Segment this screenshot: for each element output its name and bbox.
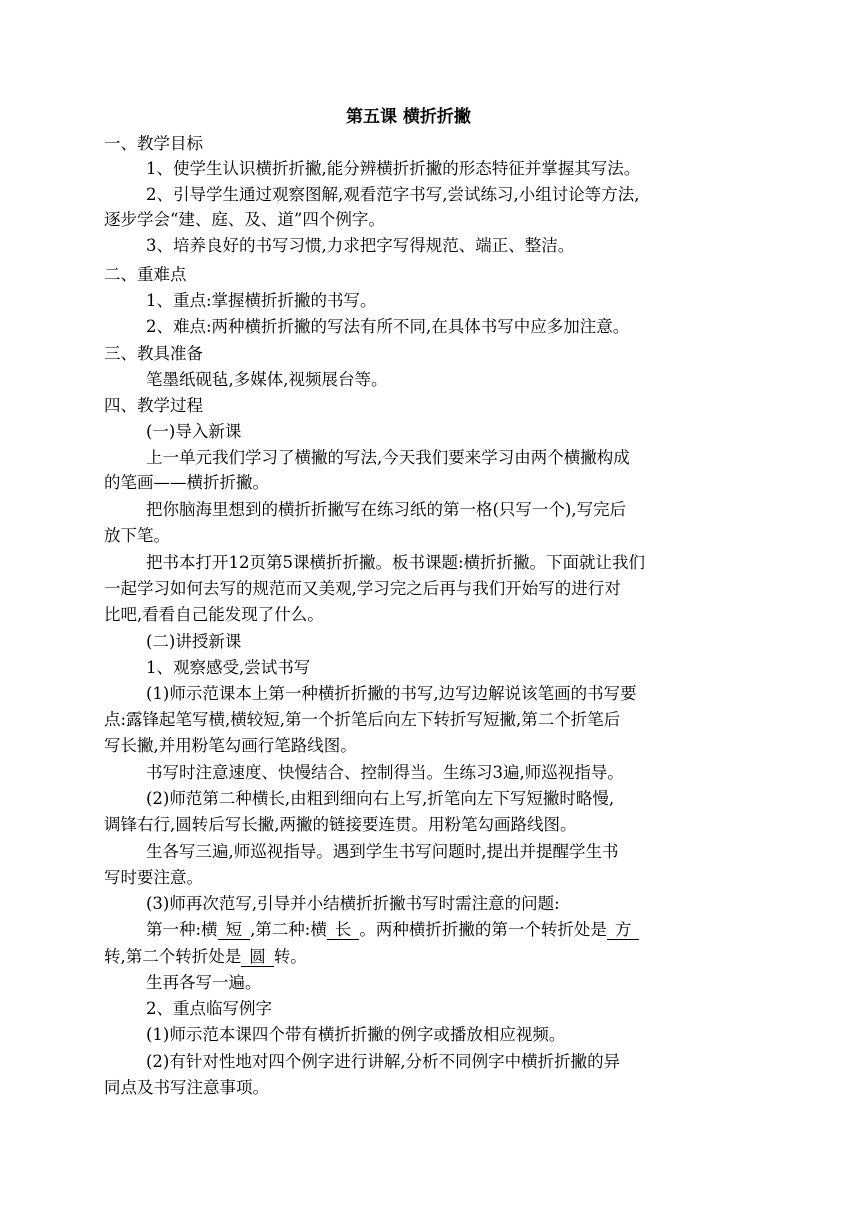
fill-in-line-2 bbox=[104, 946, 307, 968]
lesson-title: 第五课 横折折撇 bbox=[346, 107, 471, 127]
fill-text-3: 。两种横折折撇的第一个转折处是 bbox=[359, 920, 607, 939]
blank-answer-short: 短 bbox=[218, 921, 251, 940]
fill-text-5: 转。 bbox=[273, 947, 307, 966]
section-heading-key-points: 二、重难点 bbox=[104, 265, 187, 284]
intro-para-3-line-3: 比吧,看看自己能发现了什么。 bbox=[104, 605, 324, 624]
subheading-intro: (一)导入新课 bbox=[146, 422, 242, 441]
teach-para-10-line-1: (2)有针对性地对四个例字进行讲解,分析不同例字中横折折撇的异 bbox=[146, 1052, 621, 1071]
teach-para-2-line-3: 写长撇,并用粉笔勾画行笔路线图。 bbox=[104, 736, 357, 755]
intro-para-1-line-1: 上一单元我们学习了横撇的写法,今天我们要来学习由两个横撇构成 bbox=[146, 448, 630, 467]
teach-para-6: (3)师再次范写,引导并小结横折折撇书写时需注意的问题: bbox=[146, 894, 560, 913]
objective-2-line-1: 2、引导学生通过观察图解,观看范字书写,尝试练习,小组讨论等方法, bbox=[146, 185, 640, 204]
teach-para-5-line-1: 生各写三遍,师巡视指导。遇到学生书写问题时,提出并提醒学生书 bbox=[146, 842, 619, 861]
key-point-1: 1、重点:掌握横折折撇的书写。 bbox=[146, 291, 377, 310]
intro-para-2-line-2: 放下笔。 bbox=[104, 526, 170, 545]
intro-para-1-line-2: 的笔画——横折折撇。 bbox=[104, 473, 269, 492]
teach-para-2-line-2: 点:露锋起笔写横,横较短,第一个折笔后向左下转折写短撇,第二个折笔后 bbox=[104, 710, 621, 729]
fill-text-1: 第一种:横 bbox=[146, 920, 218, 939]
fill-text-2: ,第二种:横 bbox=[250, 920, 327, 939]
teach-para-9: (1)师示范本课四个带有横折折撇的例字或播放相应视频。 bbox=[146, 1025, 566, 1044]
section-heading-objectives: 一、教学目标 bbox=[104, 134, 203, 153]
section-heading-process: 四、教学过程 bbox=[104, 396, 203, 415]
blank-answer-round: 圆 bbox=[241, 948, 274, 967]
teach-para-5-line-2: 写时要注意。 bbox=[104, 868, 203, 887]
teach-para-7: 生再各写一遍。 bbox=[146, 973, 262, 992]
teach-para-2-line-1: (1)师示范课本上第一种横折折撇的书写,边写边解说该笔画的书写要 bbox=[146, 684, 637, 703]
materials-text: 笔墨纸砚毡,多媒体,视频展台等。 bbox=[146, 370, 388, 389]
objective-2-line-2: 逐步学会“建、庭、及、道”四个例字。 bbox=[104, 210, 385, 229]
teach-para-4-line-2: 调锋右行,圆转后写长撇,两撇的链接要连贯。用粉笔勾画路线图。 bbox=[104, 815, 577, 834]
objective-3: 3、培养良好的书写习惯,力求把字写得规范、端正、整洁。 bbox=[146, 236, 575, 255]
key-point-2: 2、难点:两种横折折撇的写法有所不同,在具体书写中应多加注意。 bbox=[146, 317, 630, 336]
subheading-teach: (二)讲授新课 bbox=[146, 632, 242, 651]
teach-para-10-line-2: 同点及书写注意事项。 bbox=[104, 1078, 269, 1097]
intro-para-3-line-1: 把书本打开12页第5课横折折撇。板书课题:横折折撇。下面就让我们 bbox=[146, 553, 646, 572]
blank-answer-square: 方 bbox=[607, 921, 640, 940]
objective-1: 1、使学生认识横折折撇,能分辨横折折撇的形态特征并掌握其写法。 bbox=[146, 159, 641, 178]
teach-step-1: 1、观察感受,尝试书写 bbox=[146, 658, 311, 677]
teach-para-3: 书写时注意速度、快慢结合、控制得当。生练习3遍,师巡视指导。 bbox=[146, 763, 624, 782]
blank-answer-long: 长 bbox=[327, 921, 360, 940]
fill-text-4: 转,第二个转折处是 bbox=[104, 947, 242, 966]
teach-para-4-line-1: (2)师范第二种横长,由粗到细向右上写,折笔向左下写短撇时略慢, bbox=[146, 789, 615, 808]
intro-para-3-line-2: 一起学习如何去写的规范而又美观,学习完之后再与我们开始写的进行对 bbox=[104, 579, 621, 598]
fill-in-line-1 bbox=[146, 919, 639, 941]
intro-para-2-line-1: 把你脑海里想到的横折折撇写在练习纸的第一格(只写一个),写完后 bbox=[146, 500, 627, 519]
section-heading-materials: 三、教具准备 bbox=[104, 344, 203, 363]
teach-step-2: 2、重点临写例字 bbox=[146, 999, 272, 1018]
